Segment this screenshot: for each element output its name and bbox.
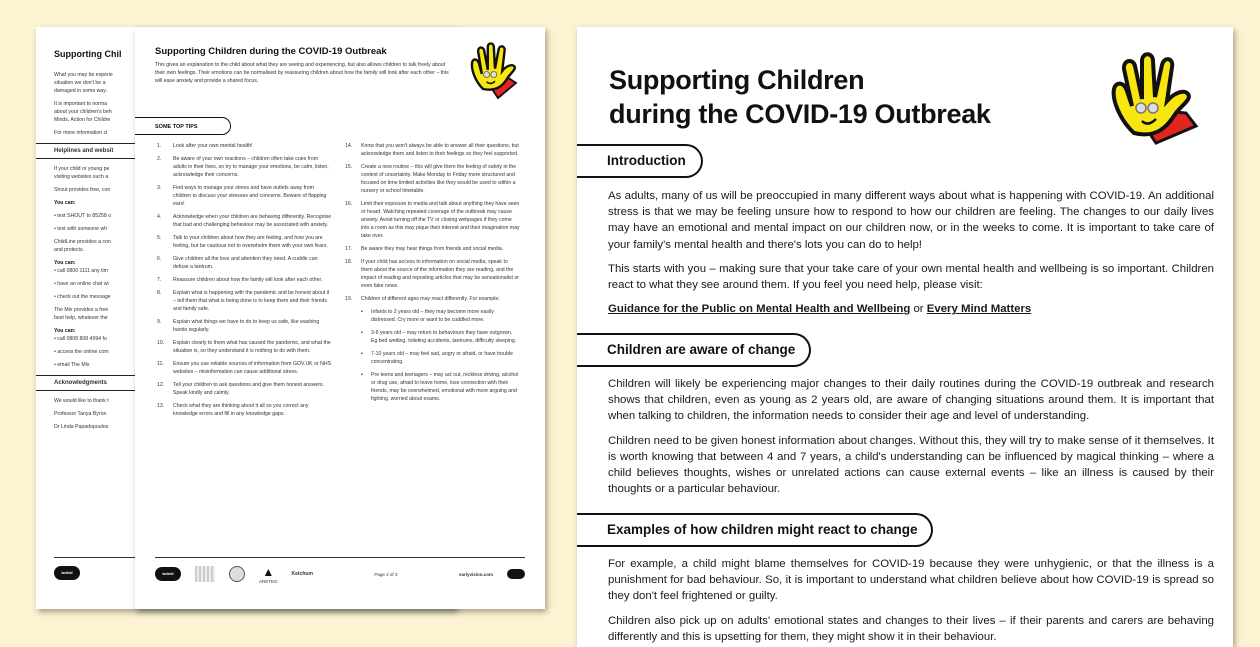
paragraph: What you may be experie situation we don't be a damaged in some way. bbox=[54, 72, 113, 94]
bullet-item: • 7-10 years old – may feel sad, angry or afraid, or have trouble concentrating. bbox=[361, 351, 513, 365]
section-children-aware-body bbox=[608, 376, 1214, 505]
site-link: earlyvision.com bbox=[458, 571, 493, 577]
twinkl-logo: twinkl bbox=[54, 566, 80, 580]
page-body: What you may be experie situation we don't be a damaged in some way. It is important to norma about your children's beh Minds, Action for Childre For more information cl Helplines and websit If your child or young pe visiting websites such a Shout provides free, con You can: • text SHOUT to 85258 o • text with someone wh ChildLine provides a con and protects. You can: • call 0800 1111 any tim • have an online chat wi • check out the message The Mix provides a free best help, whatever the You can: • call 0808 808 4994 fo • access the online com • email The Mix Acknowledgments We would like to thank t Professor Tanya Byron Dr Linda Papadopoulos bbox=[54, 71, 434, 436]
paragraph: Children need to be given honest information about changes. Without this, they will try to make sense of it themselves. It is worth knowing that between 4 and 7 years, a child's understanding can be influenced by magical thinking – where a child believes thoughts, wishes or unrelated actions can cause external events – like an illness is caused by their thoughts or a particular behaviour. bbox=[608, 434, 1214, 496]
guidance-link[interactable]: Guidance for the Public on Mental Health and Wellbeing bbox=[608, 303, 911, 316]
paragraph: It is important to norma about your children's beh Minds, Action for Childre bbox=[54, 101, 112, 123]
tips-column-2 bbox=[345, 142, 520, 408]
mascot-logo bbox=[507, 569, 525, 579]
list-item: 4. Acknowledge when your children are behaving differently. Recognise that bad and challenging behaviour may be associated with anxiety. bbox=[157, 214, 332, 228]
page-footer bbox=[155, 557, 525, 590]
section-heading-acknowledgments: Acknowledgments bbox=[36, 375, 434, 391]
list-item: 18. If your child has access to information on social media, speak to them about the source of the information they are reading, and the impact of reading and reposting articles that may be sensationalist or even fake news. bbox=[345, 259, 520, 289]
paragraph: As adults, many of us will be preoccupied in many different ways about what is happening with COVID-19. An additional stress is that we may be feeling unsure how to respond to how our children are feeling. The changes to our daily lives may have an emotional and mental impact on our children now, or in the weeks to come. It is important to take care of your family's mental health and there's lots you can do to help! bbox=[608, 190, 1214, 251]
document-page-1 bbox=[577, 27, 1233, 647]
section-heading-introduction: Introduction bbox=[577, 144, 703, 178]
list-item: 2. Be aware of your own reactions – children often take cues from adults in their lives, so try to manage your emotions, be calm, listen, acknowledge their concerns. bbox=[157, 156, 329, 178]
list-item: 3. Find ways to manage your stress and have outlets away from children to discuss your stresses and concerns. Beware of flapping ears! bbox=[157, 185, 327, 207]
list-item: 7. Reassure children about how the family will look after each other. bbox=[157, 277, 323, 283]
document-page-2 bbox=[135, 27, 545, 609]
page-title: Supporting Children during the COVID-19 Outbreak bbox=[609, 65, 991, 129]
paragraph: This starts with you – making sure that your take care of your own mental health and wellbeing is so important. Children react to what they see around them. If you feel you need help, please visit: bbox=[608, 262, 1214, 292]
page-number: Page 2 of 3 bbox=[374, 571, 398, 577]
section-introduction-body bbox=[608, 188, 1214, 325]
twinkl-logo: twinkl bbox=[155, 567, 181, 581]
bullet-item: • 3-6 years old – may return to behaviours they have outgrown. Eg bed wetting, toileting accidents, tantrums, difficulty sleeping. bbox=[361, 330, 517, 344]
areteo-logo: ▲ ARETEO bbox=[259, 564, 278, 584]
list-item: 16. Limit their exposure to media and talk about anything they have seen or heard. Watching repeated coverage of the outbreak may cause anxiety. Avoid turning off the TV or closing webpages if they come into a room as this may pique their interest and their imagination may take over. bbox=[345, 201, 520, 239]
section-heading-examples: Examples of how children might react to change bbox=[577, 513, 933, 547]
tips-column-1 bbox=[157, 142, 332, 423]
section-examples-body bbox=[608, 556, 1214, 647]
list-item: 1. Look after your own mental health! bbox=[157, 143, 253, 149]
partner-logo-circle bbox=[229, 566, 245, 582]
ketchum-logo: Ketchum bbox=[291, 571, 313, 577]
list-item: 10. Explain clearly to them what has caused the pandemic, and what the situation is, so they understand it is nothing to do with them. bbox=[157, 340, 331, 354]
list-item: 13. Check what they are thinking about it all so you correct any knowledge errors and fill in any knowledge gaps. bbox=[157, 403, 309, 417]
section-heading-top-tips: SOME TOP TIPS bbox=[135, 117, 231, 135]
every-mind-matters-link[interactable]: Every Mind Matters bbox=[926, 303, 1032, 316]
paragraph: For example, a child might blame themselves for COVID-19 because they were unhygienic, or that the illness is a punishment for bad behaviour. So, it is important to understand what children believe about how COVID-19 is spread so they don't feel frightened or guilty. bbox=[608, 558, 1214, 603]
list-item: 19. Children of different ages may react differently. For example: bbox=[345, 296, 500, 302]
paragraph: Children will likely be experiencing major changes to their daily routines during the COVID-19 outbreak and research shows that children, even as young as 2 years old, are aware of changing situations around them. It is important that when talking to children, the information needs to consider their age and level of understanding. bbox=[608, 378, 1214, 423]
paragraph: Children also pick up on adults' emotional states and changes to their lives – if their parents and carers are behaving differently and this is upsetting for them, they might show it in their behaviour. bbox=[608, 614, 1214, 643]
list-item: 12. Tell your children to ask questions and give them honest answers. Speak kindly and calmly. bbox=[157, 382, 325, 396]
links-line: Guidance for the Public on Mental Health and Wellbeing or Every Mind Matters bbox=[608, 303, 1032, 316]
paragraph: For more information cl bbox=[54, 130, 108, 136]
list-item: 5. Talk to your children about how they are feeling, and how you are feeling, but be cautious not to overwhelm them with your own fears. bbox=[157, 235, 328, 249]
page-title: Supporting Chil bbox=[54, 49, 122, 59]
list-item: 17. Be aware they may hear things from friends and social media. bbox=[345, 246, 504, 252]
list-item: 11. Ensure you use reliable sources of information from GOV.UK or NHS websites – misinformation can cause additional stress. bbox=[157, 361, 332, 375]
list-item: 15. Create a new routine – this will give them the feeling of safety in the context of uncertainty. Make Monday to Friday more structured and focused on time limited activities like they would be used to within a nursery or school timetable. bbox=[345, 164, 517, 194]
bullet-item: • Pre teens and teenagers – may act out, reckless driving, alcohol or drug use, afraid to leave home, lose connection with their friends, may be overwhelmed, emotional with more arguing and fighting, worried about exams. bbox=[361, 372, 519, 402]
list-item: 9. Explain what things we have to do to keep us safe, like washing hands regularly. bbox=[157, 319, 320, 333]
hand-mascot-icon bbox=[465, 41, 525, 101]
list-item: 14. Know that you won't always be able to answer all their questions, but acknowledge them and listen to their feelings so they feel supported. bbox=[345, 143, 519, 157]
intro-paragraph: This gives an explanation to the child about what they are seeing and experiencing, but also allows children to talk freely about their own feelings. Their emotions can be normalised by reassuring children about how the family will look after each other – this will ease anxiety and provide a shared focus. bbox=[155, 62, 449, 84]
list-item: 6. Give children all the love and attention they need. A cuddle can defuse a tantrum. bbox=[157, 256, 318, 270]
section-heading-children-aware: Children are aware of change bbox=[577, 333, 811, 367]
section-heading-helplines: Helplines and websit bbox=[36, 143, 434, 159]
hand-mascot-icon bbox=[1099, 51, 1209, 151]
list-item: 8. Explain what is happening with the pandemic and be honest about it – tell them that what is being done is to keep them and their friends and family safe. bbox=[157, 290, 330, 312]
page-title: Supporting Children during the COVID-19 Outbreak bbox=[155, 46, 387, 57]
bullet-item: • Infants to 2 years old – they may become more easily distressed. Cry more or want to be cuddled more. bbox=[361, 309, 494, 323]
partner-logo bbox=[195, 566, 215, 582]
